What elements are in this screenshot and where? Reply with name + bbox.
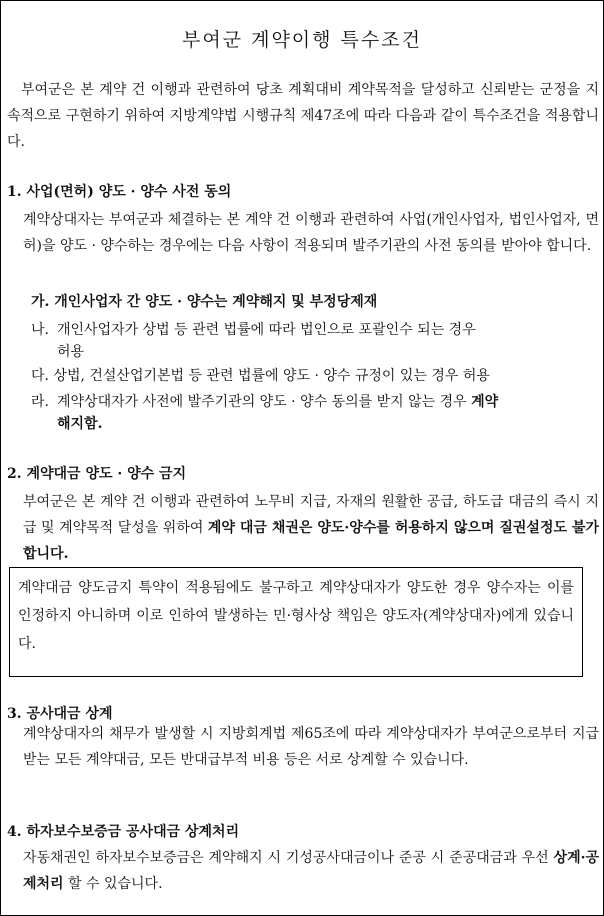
section-4-body-bold: 상계·공제처리 <box>23 850 599 892</box>
section-2-body <box>23 489 599 567</box>
section-2-body-bold: 계약 대금 채권은 양도·양수를 허용하지 않으며 질권설정도 불가합니다. <box>23 520 599 562</box>
section-4-body <box>23 845 599 897</box>
item-na <box>31 319 601 363</box>
section-1-body: 계약상대자는 부여군과 체결하는 본 계약 건 이행과 관련하여 사업(개인사업자, 법인사업자, 면허)을 양도 · 양수하는 경우에는 다음 사항이 적용되며 발주기관의 사전 동의를 받아야 합니다. <box>23 212 599 254</box>
section-4-body-text: 자동채권인 하자보수보증금은 계약해지 시 기성공사대금이나 준공 시 준공대금과 우선 <box>23 850 554 866</box>
section-2-heading: 2. 계약대금 양도 · 양수 금지 <box>7 466 187 482</box>
section-4-body-end: 할 수 있습니다. <box>63 876 163 892</box>
item-ra-text: 계약상대자가 사전에 발주기관의 양도 · 양수 동의를 받지 않는 경우 <box>57 394 467 410</box>
section-1-heading: 1. 사업(면허) 양도 · 양수 사전 동의 <box>7 184 232 200</box>
section-4-heading: 4. 하자보수보증금 공사대금 상계처리 <box>7 824 240 840</box>
item-na-label: 나. <box>31 322 49 338</box>
item-ra-bold-1: 계약 <box>471 394 499 410</box>
intro-paragraph: 부여군은 본 계약 건 이행과 관련하여 당초 계획대비 계약목적을 달성하고 신뢰받는 군정을 지속적으로 구현하기 위하여 지방계약법 시행규칙 제47조에 따라 다음과 같이 특수조건을 적용합니다. <box>7 82 599 150</box>
section-2-body-text: 부여군은 본 계약 건 이행과 관련하여 노무비 지급, 자재의 원활한 공급, 하도급 대금의 즉시 지급 및 계약목적 달성을 위하여 <box>23 494 599 536</box>
item-ga: 가. 개인사업자 간 양도 · 양수는 계약해지 및 부정당제재 <box>31 294 378 310</box>
notice-box: 계약대금 양도금지 특약이 적용됨에도 불구하고 계약상대자가 양도한 경우 양수자는 이를 인정하지 아니하며 이로 인하여 발생하는 민·형사상 책임은 양도자(계약상대자)에게 있습니다. <box>9 567 583 677</box>
item-na-continued: 허용 <box>57 344 85 360</box>
item-ra-label: 라. <box>31 394 49 410</box>
item-ra-bold-2: 해지함. <box>57 416 103 432</box>
section-3-body: 계약상대자의 채무가 발생할 시 지방회계법 제65조에 따라 계약상대자가 부여군으로부터 지급 받는 모든 계약대금, 모든 반대급부적 비용 등은 서로 상계할 수 있습니다. <box>23 726 599 768</box>
section-3-heading: 3. 공사대금 상계 <box>7 706 113 722</box>
item-da: 다. 상법, 건설산업기본법 등 관련 법률에 양도 · 양수 규정이 있는 경우 허용 <box>31 368 490 384</box>
document-title: 부여군 계약이행 특수조건 <box>182 29 422 51</box>
item-ra <box>31 391 601 435</box>
item-na-text: 개인사업자가 상법 등 관련 법률에 따라 법인으로 포괄인수 되는 경우 <box>57 322 476 338</box>
